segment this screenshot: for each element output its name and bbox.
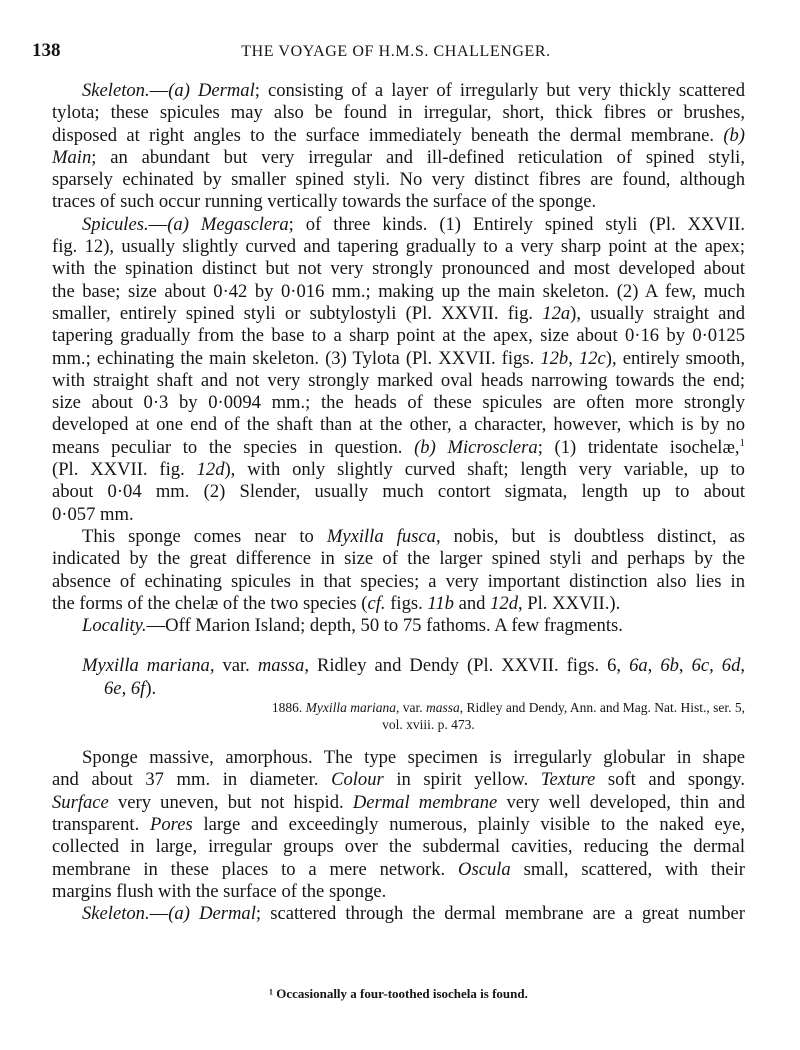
text-line: smaller, entirely spined styli or subtylostyli (Pl. XXVII. fig. 12a), usually straight and <box>52 302 745 324</box>
text-line: 0·057 mm. <box>52 503 134 525</box>
text-line: Skeleton.—(a) Dermal; scattered through the dermal membrane are a great number <box>82 903 745 925</box>
reference-line: 1886. Myxilla mariana, var. massa, Ridley and Dendy, Ann. and Mag. Nat. Hist., ser. 5, <box>271 700 745 716</box>
text-line: Main; an abundant but very irregular and ill-defined reticulation of spined styli, <box>52 146 745 168</box>
text-line: Surface very uneven, but not hispid. Dermal membrane very well developed, thin and <box>52 791 745 813</box>
reference-line: vol. xviii. p. 473. <box>382 716 475 732</box>
footnote: ¹ Occasionally a four-toothed isochela is found. <box>269 986 528 1001</box>
text-line: membrane in these places to a mere network. Oscula small, scattered, with their <box>52 858 745 880</box>
text-line: fig. 12), usually slightly curved and tapering gradually to a very sharp point at the apex; <box>52 236 745 258</box>
text-line: with the spination distinct but not very strongly pronounced and most developed about <box>52 258 745 280</box>
text-line: transparent. Pores large and exceedingly numerous, plainly visible to the naked eye, <box>52 813 745 835</box>
page-header <box>32 40 760 68</box>
text-line: mm.; echinating the main skeleton. (3) Tylota (Pl. XXVII. figs. 12b, 12c), entirely smooth, <box>52 347 745 369</box>
text-line: Spicules.—(a) Megasclera; of three kinds. (1) Entirely spined styli (Pl. XXVII. <box>82 213 746 235</box>
text-line: Skeleton.—(a) Dermal; consisting of a layer of irregularly but very thickly scattered <box>82 80 745 101</box>
text-line: means peculiar to the species in question. (b) Microsclera; (1) tridentate isochelæ,$^1$ <box>52 436 745 458</box>
running-title: THE VOYAGE OF H.M.S. CHALLENGER. <box>241 43 551 60</box>
text-line: collected in large, irregular groups over the subdermal cavities, reducing the dermal <box>52 836 745 858</box>
text-line: sparsely echinated by smaller spined styli. No very distinct fibres are found, although <box>52 169 745 191</box>
body-text <box>52 80 745 925</box>
text-line: the forms of the chelæ of the two species (cf. figs. 11b and 12d, Pl. XXVII.). <box>52 592 621 614</box>
species-heading-line: 6e, 6f). <box>104 677 157 699</box>
text-line: Sponge massive, amorphous. The type specimen is irregularly globular in shape <box>82 747 745 769</box>
synonymy-reference <box>52 700 745 733</box>
text-line: indicated by the great difference in size of the larger spined styli and perhaps by the <box>52 548 745 570</box>
text-line: (Pl. XXVII. fig. 12d), with only slightly curved shaft; length very variable, up to <box>52 459 745 481</box>
text-line: about 0·04 mm. (2) Slender, usually much contort sigmata, length up to about <box>52 481 745 503</box>
text-line: margins flush with the surface of the sponge. <box>52 880 387 902</box>
text-line: absence of echinating spicules in that species; a very important distinction also lies in <box>52 570 745 592</box>
text-line: tapering gradually from the base to a sharp point at the apex, size about 0·16 by 0·0125 <box>52 325 745 347</box>
text-line: Locality.—Off Marion Island; depth, 50 to 75 fathoms. A few fragments. <box>82 615 623 637</box>
species-heading-line: Myxilla mariana, var. massa, Ridley and Dendy (Pl. XXVII. figs. 6, 6a, 6b, 6c, 6d, <box>82 655 746 677</box>
text-line: and about 37 mm. in diameter. Colour in spirit yellow. Texture soft and spongy. <box>52 769 746 791</box>
text-line: This sponge comes near to Myxilla fusca, nobis, but is doubtless distinct, as <box>82 525 746 547</box>
text-line: developed at one end of the shaft than at the other, a character, however, which is by no <box>52 414 745 436</box>
text-line: tylota; these spicules may also be found in irregular, short, thick fibres or brushes, <box>52 102 745 124</box>
text-line: with straight shaft and not very strongly marked oval heads narrowing towards the end; <box>52 369 745 391</box>
text-line: disposed at right angles to the surface immediately beneath the dermal membrane. (b) <box>52 124 745 146</box>
text-line: size about 0·3 by 0·0094 mm.; the heads of these spicules are often more strongly <box>52 392 745 414</box>
page-number: 138 <box>32 40 61 61</box>
text-line: traces of such occur running vertically towards the surface of the sponge. <box>52 191 597 213</box>
text-line: the base; size about 0·42 by 0·016 mm.; making up the main skeleton. (2) A few, much <box>52 280 745 302</box>
